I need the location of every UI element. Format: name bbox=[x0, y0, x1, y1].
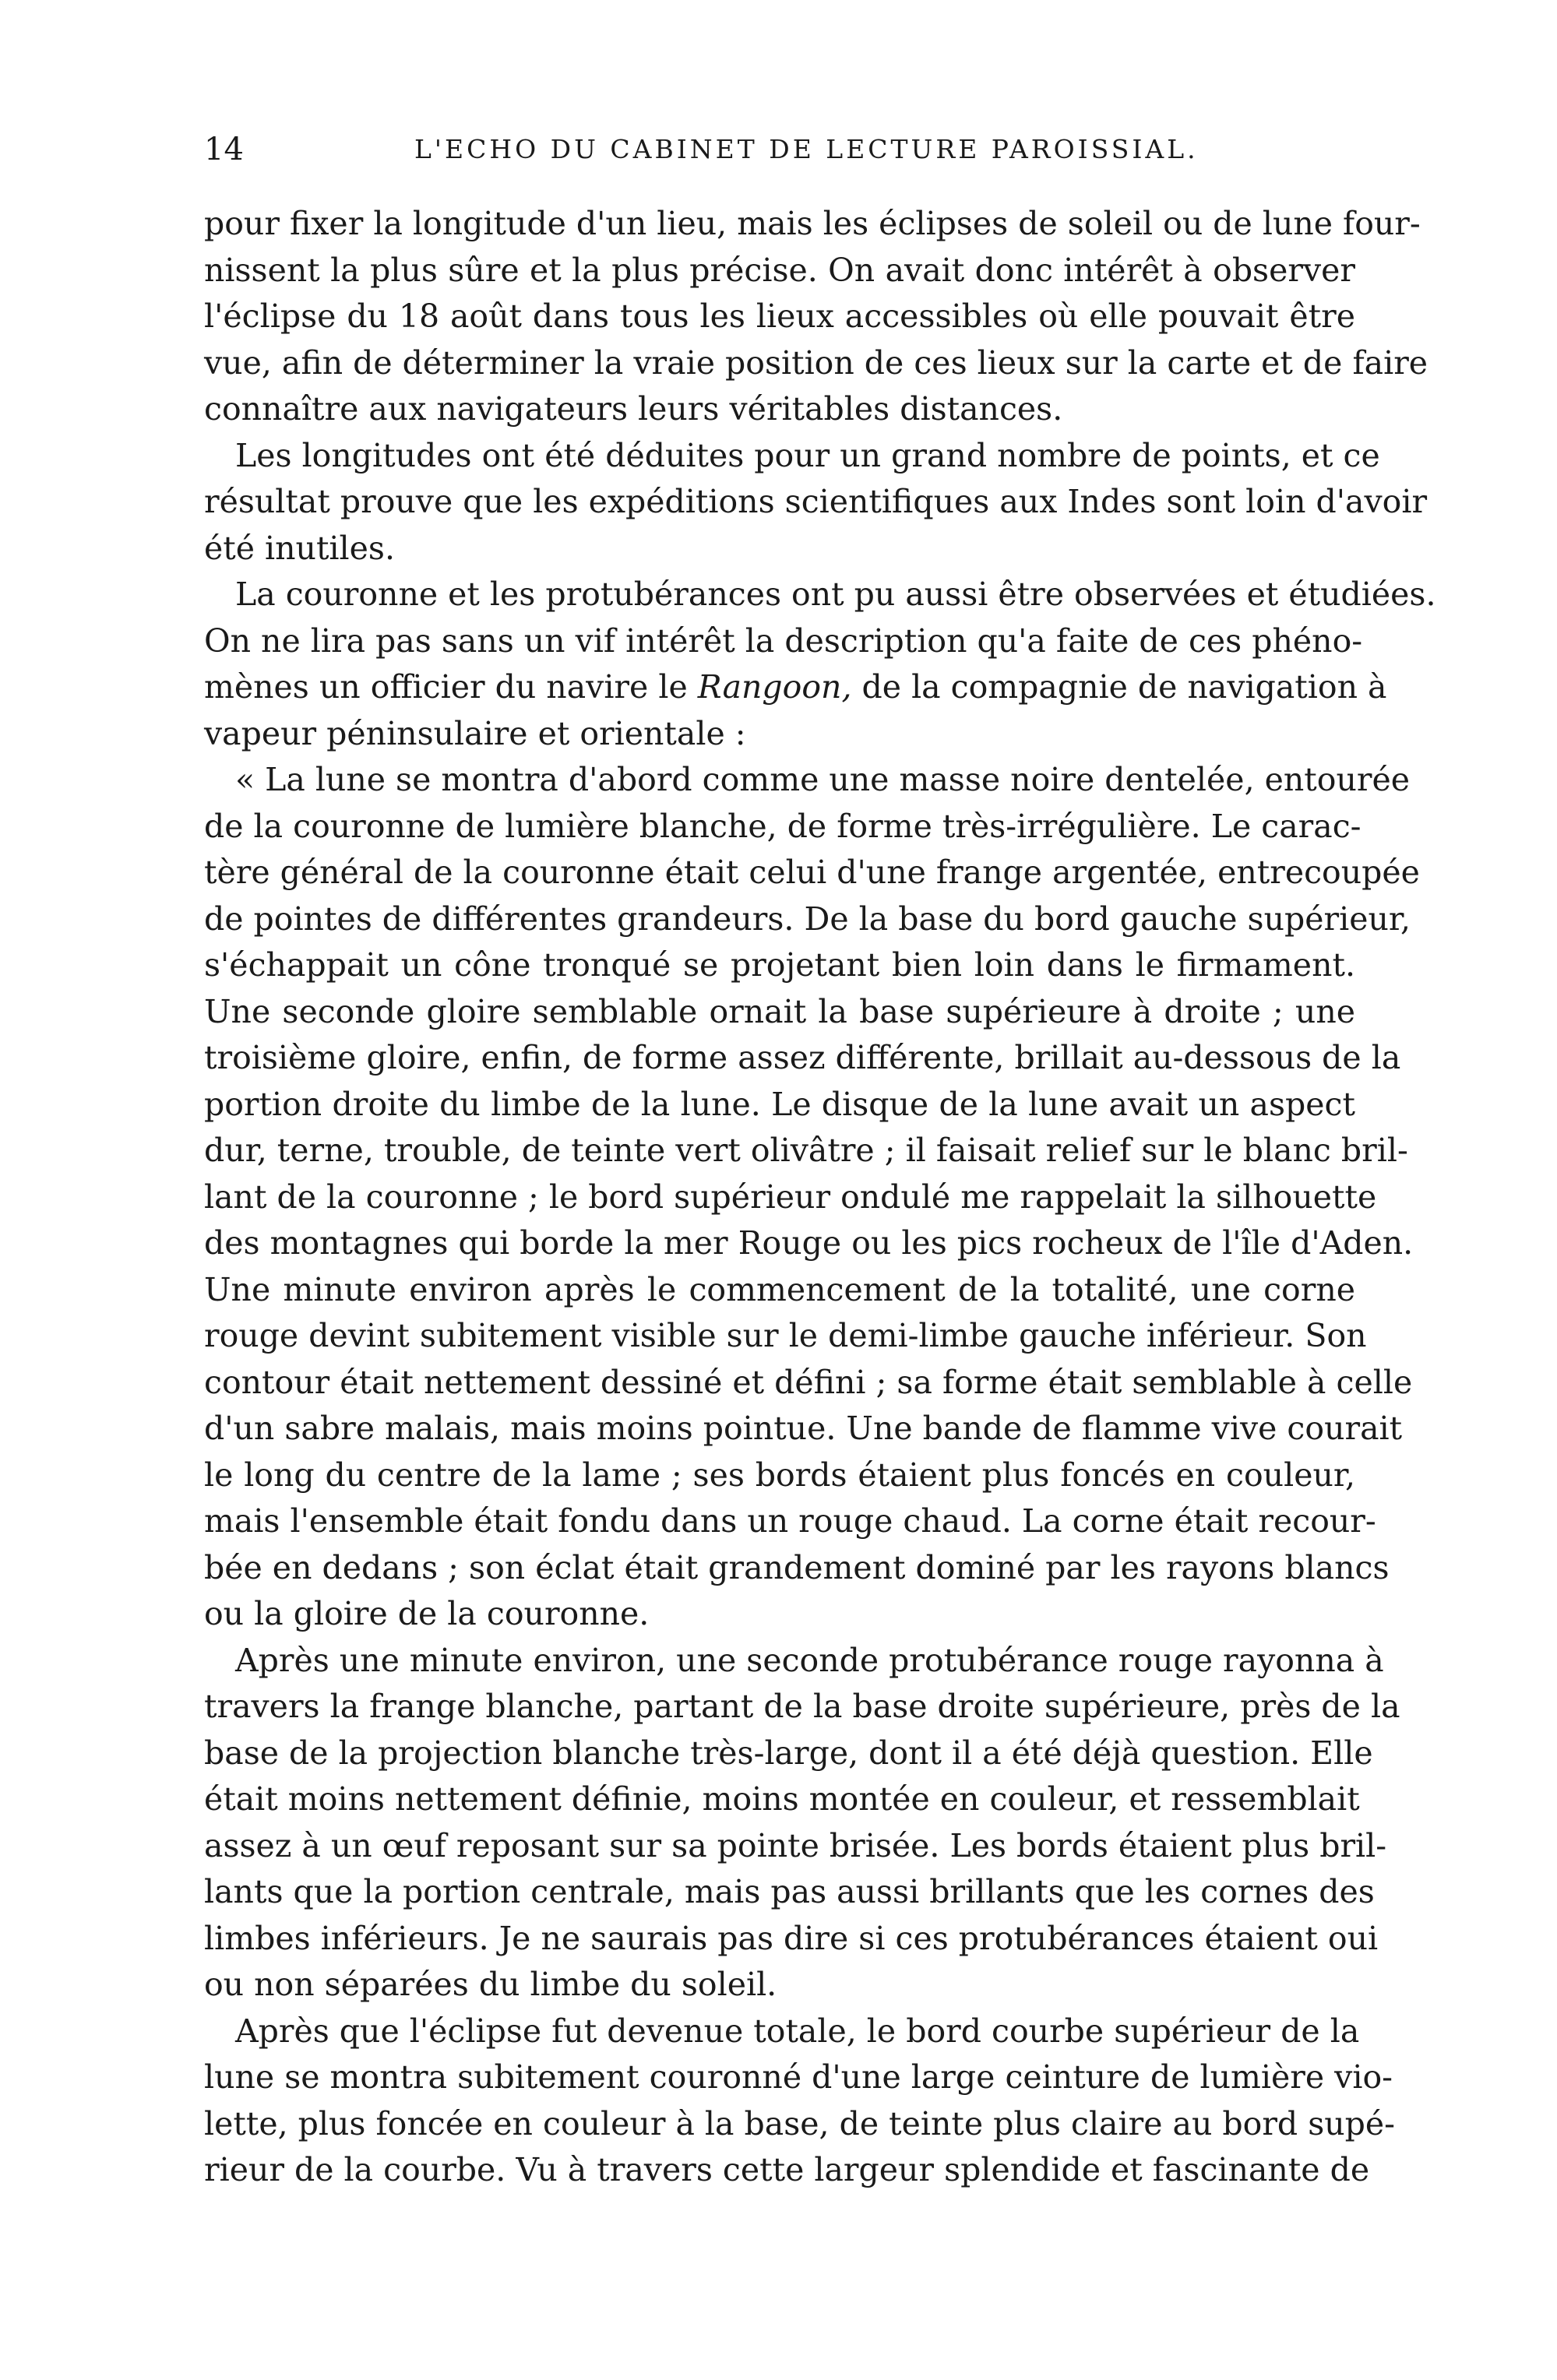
text-line: résultat prouve que les expéditions scientifiques aux Indes sont loin d'avoir bbox=[204, 483, 1428, 520]
text-line: bée en dedans ; son éclat était grandement dominé par les rayons blancs bbox=[204, 1548, 1390, 1586]
paragraph bbox=[204, 572, 1436, 757]
paragraph bbox=[204, 433, 1428, 572]
text-line: lants que la portion centrale, mais pas aussi brillants que les cornes des bbox=[204, 1873, 1375, 1910]
text-fragment: mènes un officier du navire le bbox=[204, 668, 688, 706]
text-line: rouge devint subitement visible sur le demi-limbe gauche inférieur. Son bbox=[204, 1317, 1367, 1354]
text-line: des montagnes qui borde la mer Rouge ou les pics rocheux de l'île d'Aden. bbox=[204, 1224, 1414, 1262]
text-line: lune se montra subitement couronné d'une large ceinture de lumière vio- bbox=[204, 2058, 1393, 2096]
text-line: La couronne et les protubérances ont pu aussi être observées et étudiées. bbox=[235, 576, 1436, 613]
text-line-with-ship-name bbox=[204, 664, 1387, 711]
text-line: était moins nettement définie, moins montée en couleur, et ressemblait bbox=[204, 1780, 1360, 1818]
text-line: lette, plus foncée en couleur à la base, de teinte plus claire au bord supé- bbox=[204, 2104, 1396, 2142]
text-line: rieur de la courbe. Vu à travers cette largeur splendide et fascinante de bbox=[204, 2151, 1370, 2188]
text-line: mais l'ensemble était fondu dans un rouge chaud. La corne était recour- bbox=[204, 1502, 1376, 1540]
text-line: limbes inférieurs. Je ne saurais pas dire si ces protubérances étaient oui bbox=[204, 1919, 1379, 1957]
text-line: On ne lira pas sans un vif intérêt la description qu'a faite de ces phéno- bbox=[204, 621, 1363, 660]
text-line: travers la frange blanche, partant de la base droite supérieure, près de la bbox=[204, 1688, 1400, 1725]
text-line: assez à un œuf reposant sur sa pointe brisée. Les bords étaient plus bril- bbox=[204, 1826, 1387, 1864]
text-fragment: de la compagnie de navigation à bbox=[861, 668, 1387, 706]
text-line: le long du centre de la lame ; ses bords étaient plus foncés en couleur, bbox=[204, 1456, 1355, 1494]
paragraph bbox=[204, 201, 1428, 433]
ship-name: Rangoon, bbox=[697, 668, 852, 706]
text-line: vapeur péninsulaire et orientale : bbox=[204, 714, 746, 752]
text-line: Une minute environ après le commencement de la totalité, une corne bbox=[204, 1270, 1355, 1308]
running-title: L'ECHO DU CABINET DE LECTURE PAROISSIAL. bbox=[414, 134, 1199, 164]
quotation-paragraph bbox=[204, 757, 1420, 1638]
text-line: de la couronne de lumière blanche, de forme très-irrégulière. Le carac- bbox=[204, 807, 1361, 845]
text-line: base de la projection blanche très-large, dont il a été déjà question. Elle bbox=[204, 1734, 1373, 1772]
text-line: d'un sabre malais, mais moins pointue. Une bande de flamme vive courait bbox=[204, 1410, 1403, 1447]
text-line: Après que l'éclipse fut devenue totale, le bord courbe supérieur de la bbox=[235, 2012, 1360, 2050]
text-line: connaître aux navigateurs leurs véritables distances. bbox=[204, 390, 1063, 428]
text-line: été inutiles. bbox=[204, 529, 395, 567]
paragraph bbox=[204, 1638, 1400, 2009]
text-line: « La lune se montra d'abord comme une masse noire dentelée, entourée bbox=[235, 761, 1410, 798]
text-line: l'éclipse du 18 août dans tous les lieux accessibles où elle pouvait être bbox=[204, 298, 1355, 335]
text-line: ou la gloire de la couronne. bbox=[204, 1595, 650, 1632]
text-line: contour était nettement dessiné et défini ; sa forme était semblable à celle bbox=[204, 1363, 1413, 1401]
text-line: nissent la plus sûre et la plus précise. On avait donc intérêt à observer bbox=[204, 251, 1355, 289]
text-line: Les longitudes ont été déduites pour un grand nombre de points, et ce bbox=[235, 436, 1380, 474]
text-line: portion droite du limbe de la lune. Le disque de la lune avait un aspect bbox=[204, 1085, 1355, 1123]
text-line: dur, terne, trouble, de teinte vert olivâtre ; il faisait relief sur le blanc bril- bbox=[204, 1132, 1408, 1169]
text-line: de pointes de différentes grandeurs. De la base du bord gauche supérieur, bbox=[204, 900, 1411, 938]
text-line: lant de la couronne ; le bord supérieur ondulé me rappelait la silhouette bbox=[204, 1178, 1377, 1216]
text-line: ou non séparées du limbe du soleil. bbox=[204, 1966, 777, 2003]
paragraph bbox=[204, 2009, 1396, 2194]
text-line: pour fixer la longitude d'un lieu, mais les éclipses de soleil ou de lune four- bbox=[204, 205, 1421, 242]
text-line: vue, afin de déterminer la vraie position de ces lieux sur la carte et de faire bbox=[204, 343, 1428, 382]
text-line: troisième gloire, enfin, de forme assez différente, brillait au-dessous de la bbox=[204, 1039, 1401, 1076]
body-text bbox=[204, 201, 1436, 2194]
page-header bbox=[204, 131, 1355, 178]
text-line: Une seconde gloire semblable ornait la base supérieure à droite ; une bbox=[204, 992, 1355, 1030]
page-number: 14 bbox=[204, 132, 244, 167]
text-line: s'échappait un cône tronqué se projetant bien loin dans le firmament. bbox=[204, 946, 1355, 984]
text-line: Après une minute environ, une seconde protubérance rouge rayonna à bbox=[235, 1641, 1384, 1679]
text-line: tère général de la couronne était celui d'une frange argentée, entrecoupée bbox=[204, 854, 1420, 891]
